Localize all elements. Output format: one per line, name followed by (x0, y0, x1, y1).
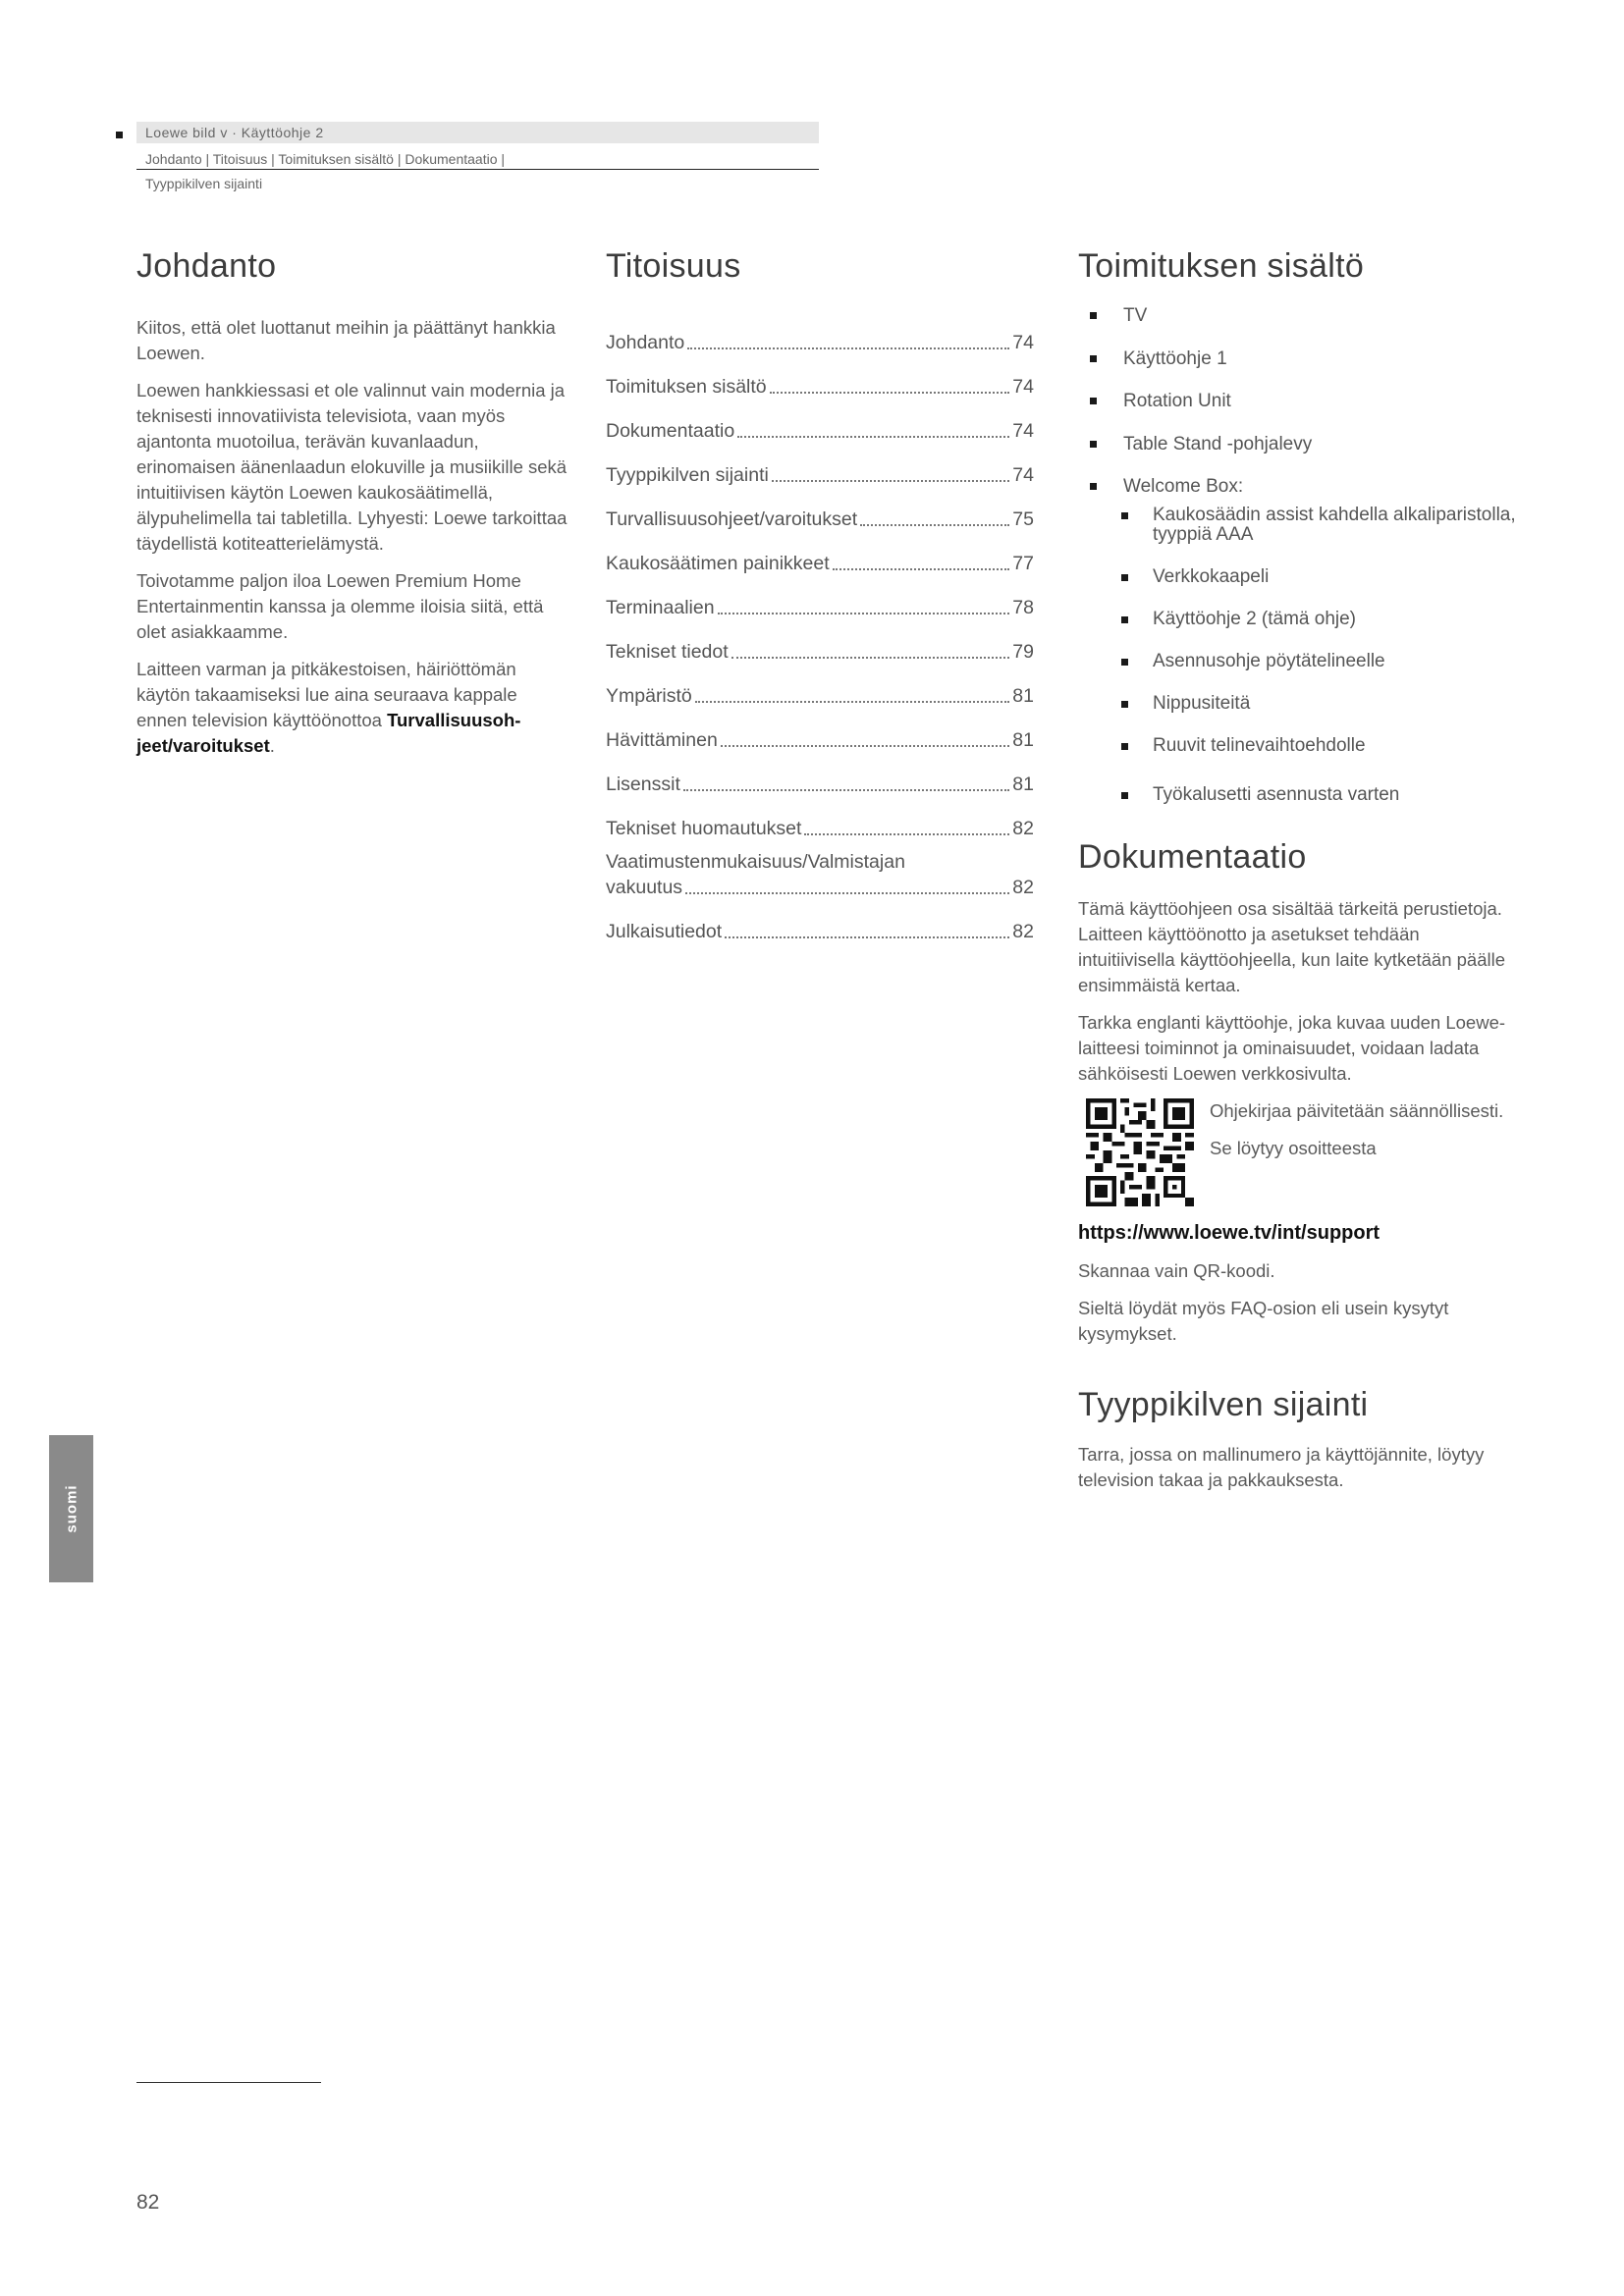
list-item: Käyttöohje 1 (1078, 347, 1520, 390)
page-number: 82 (136, 2191, 160, 2214)
breadcrumb-line-2: Tyyppikilven sijainti (145, 176, 263, 191)
toc-section (606, 247, 1034, 944)
toc-page: 82 (1012, 921, 1034, 942)
toc-entry[interactable] (606, 576, 1034, 620)
toc-page: 79 (1012, 641, 1034, 663)
qr-code-icon[interactable] (1086, 1098, 1194, 1206)
toc-page: 81 (1012, 685, 1034, 707)
language-side-tab (49, 1435, 93, 1582)
toc-leader (860, 524, 1009, 526)
toc-leader (725, 936, 1009, 938)
safety-reference: Turvallisuusohjeet/varoitukset (136, 710, 521, 756)
sub-list-item: Asennusohje pöytätelineelle (1078, 652, 1520, 671)
documentation-paragraph-1: Tämä käyttöohjeen osa sisältää tärkeitä perustietoja. Laitteen käyttöönotto ja asetukset tehdään intuitiivisella käyttöohjeella, kun laite kytketään päälle ensimmäistä kertaa. (1078, 897, 1506, 995)
type-plate-section (1078, 1386, 1520, 1493)
contents-list (1078, 303, 1520, 517)
toc-leader (833, 568, 1010, 570)
documentation-paragraph-4: Sieltä löydät myös FAQ-osion eli usein kysytyt kysymykset. (1078, 1297, 1449, 1344)
toc-label: Tekniset tiedot (606, 641, 729, 663)
intro-p4-text: Laitteen varman ja pitkäkestoisen, häiriöttömän käytön takaamiseksi lue aina seuraava kappale ennen television käyttöönottoa (136, 659, 517, 730)
toc-entry[interactable] (606, 709, 1034, 753)
toc-label: Toimituksen sisältö (606, 376, 767, 398)
toc-list (606, 311, 1034, 944)
toc-leader (695, 701, 1010, 703)
list-item: Rotation Unit (1078, 389, 1520, 432)
type-plate-paragraph: Tarra, jossa on mallinumero ja käyttöjännite, löytyy television takaa ja pakkauksesta. (1078, 1443, 1485, 1490)
toc-label: Kaukosäätimen painikkeet (606, 553, 830, 574)
breadcrumb-line-1: Johdanto | Titoisuus | Toimituksen sisältö | Dokumentaatio | (145, 151, 506, 167)
toc-entry[interactable] (606, 532, 1034, 576)
sub-list-item: Ruuvit telinevaihtoehdolle (1078, 736, 1520, 756)
toc-entry[interactable] (606, 444, 1034, 488)
toc-label: Lisenssit (606, 774, 680, 795)
toc-page: 78 (1012, 597, 1034, 618)
sub-list-item: Verkkokaapeli (1078, 567, 1520, 587)
intro-p4-end: . (269, 735, 275, 756)
toc-page: 74 (1012, 376, 1034, 398)
list-item: Table Stand -pohjalevy (1078, 432, 1520, 475)
intro-paragraph-4 (136, 657, 568, 759)
qr-description (1210, 1098, 1503, 1206)
documentation-heading: Dokumentaatio (1078, 837, 1307, 876)
welcome-box-list (1078, 506, 1520, 805)
header-title: Loewe bild v · Käyttöohje 2 (145, 125, 324, 140)
toc-page: 81 (1012, 774, 1034, 795)
support-url-link[interactable]: https://www.loewe.tv/int/support (1078, 1221, 1380, 1244)
contents-heading: Toimituksen sisältö (1078, 247, 1365, 285)
intro-section (136, 247, 568, 771)
toc-label: Hävittäminen (606, 729, 718, 751)
toc-leader (731, 657, 1010, 659)
toc-label-2: vakuutus (606, 877, 683, 898)
intro-heading: Johdanto (136, 247, 277, 285)
toc-page: 77 (1012, 553, 1034, 574)
toc-leader (772, 480, 1009, 482)
qr-text-2: Se löytyy osoitteesta (1210, 1137, 1377, 1158)
toc-label-cont (606, 875, 1034, 900)
toc-entry[interactable] (606, 400, 1034, 444)
toc-page: 82 (1012, 877, 1034, 898)
toc-label: Tekniset huomautukset (606, 818, 802, 839)
toc-entry[interactable] (606, 355, 1034, 400)
toc-entry[interactable] (606, 311, 1034, 355)
toc-leader (685, 892, 1009, 894)
header-bullet (116, 132, 123, 138)
qr-block (1078, 1098, 1520, 1206)
toc-entry[interactable] (606, 753, 1034, 797)
toc-label: Turvallisuusohjeet/varoitukset (606, 508, 858, 530)
intro-paragraph-3: Toivotamme paljon iloa Loewen Premium Home Entertainmentin kanssa ja olemme iloisia siitä, että olet asiakkaamme. (136, 570, 544, 642)
toc-label: Dokumentaatio (606, 420, 735, 442)
toc-leader (804, 833, 1009, 835)
list-item: TV (1078, 303, 1520, 347)
documentation-paragraph-2: Tarkka englanti käyttöohje, joka kuvaa uuden Loewe-laitteesi toiminnot ja ominaisuudet, voidaan ladata sähköisesti Loewen verkkosivulta. (1078, 1011, 1506, 1084)
toc-page: 81 (1012, 729, 1034, 751)
sub-list-item: Työkalusetti asennusta varten (1078, 785, 1520, 805)
type-plate-heading: Tyyppikilven sijainti (1078, 1385, 1369, 1423)
toc-entry[interactable] (606, 620, 1034, 665)
toc-entry[interactable] (606, 900, 1034, 944)
toc-label: Ympäristö (606, 685, 692, 707)
toc-page: 82 (1012, 818, 1034, 839)
toc-entry[interactable] (606, 665, 1034, 709)
toc-entry[interactable] (606, 797, 1034, 841)
header-breadcrumb (145, 147, 813, 196)
toc-page: 74 (1012, 464, 1034, 486)
intro-paragraph-1: Kiitos, että olet luottanut meihin ja päättänyt hankkia Loewen. (136, 317, 556, 363)
intro-paragraph-2: Loewen hankkiessasi et ole valinnut vain modernia ja teknisesti innovatiivista televisiota, vaan myös ajantonta muotoilua, terävän kuvanlaadun, erinomaisen äänenlaadun elokuville ja musiikille sekä intuitiivisen käytön Loewen kaukosäätimellä, älypuhelimella tai tabletilla. Lyhyesti: Loewe tarkoittaa täydellistä kotiteatterielämystä. (136, 380, 568, 554)
sub-list-item: Käyttöohje 2 (tämä ohje) (1078, 610, 1520, 629)
toc-page: 74 (1012, 332, 1034, 353)
qr-text-1: Ohjekirjaa päivitetään säännöllisesti. (1210, 1099, 1504, 1121)
toc-entry[interactable] (606, 488, 1034, 532)
toc-entry[interactable] (606, 841, 1034, 900)
toc-leader (687, 347, 1009, 349)
documentation-section (1078, 838, 1520, 1347)
toc-leader (718, 613, 1010, 614)
documentation-paragraph-3: Skannaa vain QR-koodi. (1078, 1259, 1275, 1281)
sub-list-item: Nippusiteitä (1078, 694, 1520, 714)
toc-page: 74 (1012, 420, 1034, 442)
footer-rule (136, 2082, 321, 2083)
toc-label: Vaatimustenmukaisuus/Valmistajan (606, 851, 905, 873)
list-item: Welcome Box: (1078, 474, 1520, 517)
toc-heading: Titoisuus (606, 247, 741, 285)
right-column (1078, 247, 1520, 1493)
toc-page: 75 (1012, 508, 1034, 530)
toc-leader (770, 392, 1010, 394)
toc-leader (721, 745, 1009, 747)
language-label: suomi (63, 1484, 80, 1533)
toc-label: Terminaalien (606, 597, 715, 618)
contents-section (1078, 247, 1520, 805)
toc-leader (737, 436, 1009, 438)
toc-label: Johdanto (606, 332, 685, 353)
toc-leader (683, 789, 1009, 791)
sub-list-item: Kaukosäädin assist kahdella alkaliparistolla, tyyppiä AAA (1078, 506, 1520, 545)
toc-label: Tyyppikilven sijainti (606, 464, 769, 486)
toc-label: Julkaisutiedot (606, 921, 723, 942)
